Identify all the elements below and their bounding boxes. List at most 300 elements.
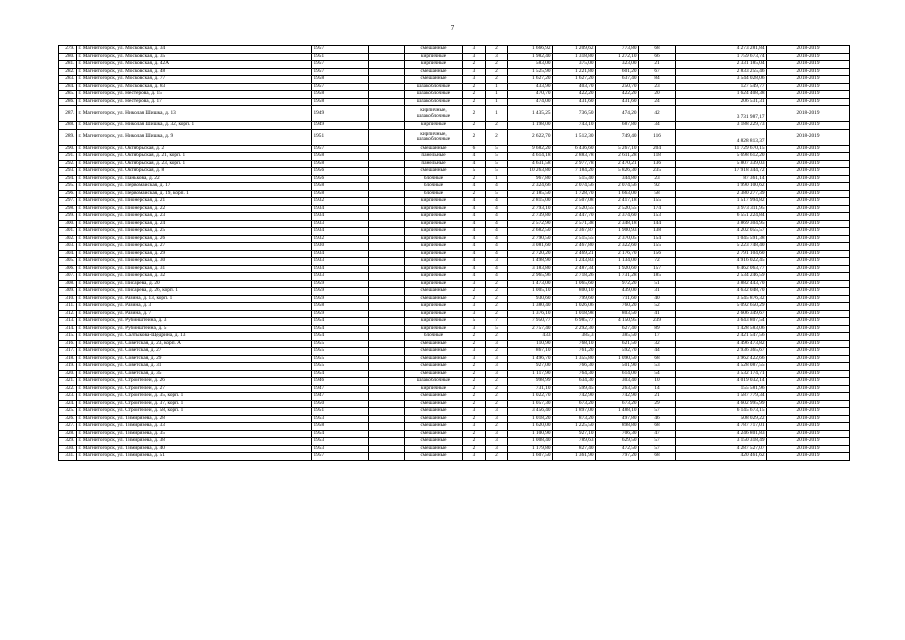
row-period: 2018-2019 (767, 175, 850, 183)
row-entrances: 2 (486, 295, 508, 303)
row-area-total: 3 456,40 (508, 408, 553, 416)
row-residents: 32 (639, 340, 676, 348)
row-area-total: 2 757,40 (508, 325, 553, 333)
row-number: 305. (59, 258, 77, 266)
row-residents: 174 (639, 205, 676, 213)
row-cost: 1 517 994,82 (676, 198, 767, 206)
row-area-living: 2 571,38 (553, 220, 596, 228)
row-period: 2018-2019 (767, 295, 850, 303)
row-number: 292. (59, 160, 77, 168)
row-entrances: 2 (486, 280, 508, 288)
row-address: г. Магнитогорск, ул. Советская, д. 23, корп. А (77, 340, 312, 348)
row-blank (369, 453, 405, 461)
row-floors: 2 (463, 98, 486, 106)
row-year: 1958 (312, 160, 369, 168)
row-cost: 1 624 408,38 (676, 91, 767, 99)
row-cost: 3 973 311,95 (676, 205, 767, 213)
row-address: г. Магнитогорск, ул. Нестерова, д. 15 (77, 91, 312, 99)
row-area-living: 764,30 (553, 370, 596, 378)
row-year: 1958 (312, 153, 369, 161)
row-material: кирпичные (405, 310, 463, 318)
row-area-other: 2 470,21 (596, 160, 639, 168)
row-residents: 68 (639, 355, 676, 363)
row-number: 300. (59, 220, 77, 228)
row-number: 296. (59, 190, 77, 198)
row-area-living: 827,40 (553, 445, 596, 453)
row-area-other: 2 520,55 (596, 205, 639, 213)
row-area-other: 303,40 (596, 378, 639, 386)
row-address: г. Магнитогорск, ул. Строителей, д. 58, корп. 1 (77, 408, 312, 416)
row-residents: 21 (639, 393, 676, 401)
row-cost: 2 421 547,56 (676, 333, 767, 341)
row-area-living: 2 467,80 (553, 243, 596, 251)
row-floors: 2 (463, 415, 486, 423)
row-blank (369, 415, 405, 423)
row-cost: 1 428 583,06 (676, 325, 767, 333)
row-material: смешанные (405, 415, 463, 423)
row-year: 1949 (312, 122, 369, 130)
row-entrances: 2 (486, 46, 508, 54)
table-row (59, 363, 850, 371)
row-address: г. Магнитогорск, ул. Тимирязева, д. 40 (77, 445, 312, 453)
row-period: 2018-2019 (767, 83, 850, 91)
row-address: г. Магнитогорск, ул. Октябрьская, д. 21, корп. 1 (77, 153, 312, 161)
row-address: г. Магнитогорск, ул. Писарева, д. 20 (77, 280, 312, 288)
row-floors: 2 (463, 288, 486, 296)
row-cost: 1 587 779,34 (676, 393, 767, 401)
row-entrances: 4 (486, 220, 508, 228)
row-area-other: 1 134,00 (596, 258, 639, 266)
row-cost: 4 202 055,57 (676, 228, 767, 236)
row-number: 324. (59, 400, 77, 408)
row-area-living: 599,45 (553, 385, 596, 393)
row-entrances: 5 (486, 168, 508, 176)
row-area-other: 614,00 (596, 370, 639, 378)
row-area-living: 1 209,62 (553, 46, 596, 54)
row-year: 1955 (312, 355, 369, 363)
row-area-living: 742,90 (553, 393, 596, 401)
row-material: кирпичные (405, 280, 463, 288)
table-row (59, 430, 850, 438)
row-area-living: 385,3 (553, 333, 596, 341)
row-area-other: 749,40 (596, 129, 639, 145)
row-address: г. Магнитогорск, ул. Пионерская, д. 26 (77, 235, 312, 243)
row-period: 2018-2019 (767, 415, 850, 423)
row-residents: 46 (639, 415, 676, 423)
row-year: 1953 (312, 438, 369, 446)
row-area-total: 474,00 (508, 98, 553, 106)
row-period: 2018-2019 (767, 76, 850, 84)
row-area-living: 431,60 (553, 98, 596, 106)
row-year: 1932 (312, 198, 369, 206)
row-blank (369, 250, 405, 258)
row-material: смешанные (405, 363, 463, 371)
row-address: г. Магнитогорск, ул. Пионерская, д. 31 (77, 265, 312, 273)
row-period: 2018-2019 (767, 183, 850, 191)
row-material: блочные (405, 333, 463, 341)
row-year: 1958 (312, 303, 369, 311)
row-blank (369, 340, 405, 348)
row-floors: 3 (463, 423, 486, 431)
row-cost: 6 145 673,15 (676, 408, 767, 416)
row-year: 1959 (312, 288, 369, 296)
row-cost: 2 936 365,67 (676, 348, 767, 356)
row-material: смешанные (405, 430, 463, 438)
row-blank (369, 190, 405, 198)
row-material: смешанные (405, 453, 463, 461)
row-year: 1958 (312, 76, 369, 84)
row-residents: 239 (639, 318, 676, 326)
row-period: 2018-2019 (767, 220, 850, 228)
row-floors: 3 (463, 408, 486, 416)
row-number: 322. (59, 385, 77, 393)
row-cost: 5 698 612,20 (676, 153, 767, 161)
row-material: смешанные (405, 355, 463, 363)
row-year: 1959 (312, 310, 369, 318)
table-row (59, 153, 850, 161)
row-floors: 4 (463, 183, 486, 191)
row-blank (369, 258, 405, 266)
row-floors: 4 (463, 213, 486, 221)
row-year: 1954 (312, 318, 369, 326)
row-area-other: 472,50 (596, 445, 639, 453)
row-blank (369, 393, 405, 401)
row-number: 312. (59, 310, 77, 318)
row-period: 2018-2019 (767, 303, 850, 311)
row-number: 320. (59, 370, 77, 378)
row-year: 1947 (312, 385, 369, 393)
row-area-total: 470,70 (508, 91, 553, 99)
row-period: 2018-2019 (767, 363, 850, 371)
table-row (59, 325, 850, 333)
row-material: кирпичные (405, 303, 463, 311)
row-area-total: 1 380,40 (508, 303, 553, 311)
row-address: г. Магнитогорск, ул. Пионерская, д. 22 (77, 205, 312, 213)
row-year: 1946 (312, 378, 369, 386)
row-area-living: 789,63 (553, 438, 596, 446)
row-residents: 40 (639, 295, 676, 303)
row-number: 328. (59, 430, 77, 438)
row-year: 1959 (312, 280, 369, 288)
row-period: 2018-2019 (767, 250, 850, 258)
row-address: г. Магнитогорск, ул. Московская, д. 42А (77, 61, 312, 69)
row-residents: 41 (639, 310, 676, 318)
row-year: 1951 (312, 53, 369, 61)
row-area-total: 3 081,60 (508, 243, 553, 251)
row-area-living: 2 447,70 (553, 213, 596, 221)
row-area-total: 2 572,90 (508, 220, 553, 228)
row-entrances: 5 (486, 325, 508, 333)
row-area-other: 2 176,70 (596, 250, 639, 258)
row-blank (369, 122, 405, 130)
row-number: 330. (59, 445, 77, 453)
row-residents: 66 (639, 53, 676, 61)
row-entrances: 2 (486, 76, 508, 84)
row-period: 2018-2019 (767, 198, 850, 206)
row-residents: 21 (639, 61, 676, 69)
table-row (59, 76, 850, 84)
row-floors: 2 (463, 122, 486, 130)
row-year: 1933 (312, 220, 369, 228)
row-material: шлакоблочные (405, 83, 463, 91)
row-area-total: 2 324,66 (508, 183, 553, 191)
row-material: кирпичные (405, 228, 463, 236)
row-area-other: 263,50 (596, 385, 639, 393)
row-number: 316. (59, 340, 77, 348)
row-address: г. Магнитогорск, ул. Октябрьская, д. 2 (77, 145, 312, 153)
row-area-other: 706,30 (596, 430, 639, 438)
row-area-other: 601,20 (596, 68, 639, 76)
row-area-other: 673,20 (596, 400, 639, 408)
row-address: г. Магнитогорск, ул. Строителей, д. 35, корп. 1 (77, 393, 312, 401)
row-blank (369, 408, 405, 416)
row-cost: 155 581,96 (676, 385, 767, 393)
row-floors: 4 (463, 160, 486, 168)
row-blank (369, 168, 405, 176)
row-period: 2018-2019 (767, 400, 850, 408)
row-area-total: 1 620,00 (508, 423, 553, 431)
row-number: 318. (59, 355, 77, 363)
row-material: смешанные (405, 348, 463, 356)
row-blank (369, 310, 405, 318)
row-area-other: 687,80 (596, 122, 639, 130)
row-floors: 4 (463, 250, 486, 258)
row-number: 297. (59, 198, 77, 206)
row-address: г. Магнитогорск, ул. Писарева, д. 26, корп. 1 (77, 288, 312, 296)
row-area-total: 1 376,10 (508, 310, 553, 318)
row-material: кирпичные, шлакоблочные (405, 129, 463, 145)
row-floors: 5 (463, 318, 486, 326)
row-number: 299. (59, 213, 77, 221)
row-number: 286. (59, 98, 77, 106)
row-cost: 1 045 591,38 (676, 235, 767, 243)
row-year: 1954 (312, 370, 369, 378)
row-number: 313. (59, 318, 77, 326)
row-area-total: 583,00 (508, 61, 553, 69)
table-row (59, 288, 850, 296)
row-cost: 3 544 028,06 (676, 76, 767, 84)
table-row (59, 168, 850, 176)
row-number: 329. (59, 438, 77, 446)
row-entrances: 2 (486, 61, 508, 69)
row-year: 1950 (312, 400, 369, 408)
row-number: 304. (59, 250, 77, 258)
row-floors: 2 (463, 385, 486, 393)
row-residents: 42 (639, 106, 676, 122)
row-residents: 34 (639, 122, 676, 130)
table-row (59, 400, 850, 408)
row-entrances: 3 (486, 340, 508, 348)
row-floors: 4 (463, 205, 486, 213)
row-entrances: 4 (486, 205, 508, 213)
row-year: 1955 (312, 340, 369, 348)
row-residents: 185 (639, 273, 676, 281)
row-area-total: 4 631,58 (508, 160, 553, 168)
row-entrances: 2 (486, 68, 508, 76)
row-entrances: 2 (486, 423, 508, 431)
row-address: г. Магнитогорск, ул. Нестерова, д. 17 (77, 98, 312, 106)
row-period: 2018-2019 (767, 385, 850, 393)
row-period: 2018-2019 (767, 235, 850, 243)
table-row (59, 53, 850, 61)
row-year: 1934 (312, 228, 369, 236)
row-area-living: 799,60 (553, 295, 596, 303)
row-floors: 2 (463, 400, 486, 408)
row-number: 285. (59, 91, 77, 99)
row-blank (369, 235, 405, 243)
row-blank (369, 83, 405, 91)
row-area-living: 403,70 (553, 83, 596, 91)
row-number: 294. (59, 175, 77, 183)
row-cost: 2 534 246,59 (676, 273, 767, 281)
row-material: панельные (405, 160, 463, 168)
row-material: смешанные (405, 295, 463, 303)
row-entrances: 4 (486, 228, 508, 236)
row-area-total: 2 815,00 (508, 198, 553, 206)
row-blank (369, 61, 405, 69)
row-year: 1934 (312, 265, 369, 273)
row-address: г. Магнитогорск, ул. Тимирязева, д. 38 (77, 438, 312, 446)
row-floors: 3 (463, 53, 486, 61)
row-entrances: 2 (486, 400, 508, 408)
row-cost: 11 729 670,15 (676, 145, 767, 153)
table-row (59, 303, 850, 311)
row-area-total: 7 950,77 (508, 318, 553, 326)
row-area-other: 2 322,60 (596, 243, 639, 251)
row-area-other: 1 488,10 (596, 408, 639, 416)
row-floors: 2 (463, 438, 486, 446)
row-period: 2018-2019 (767, 122, 850, 130)
table-row (59, 129, 850, 145)
row-entrances: 3 (486, 430, 508, 438)
table-row (59, 393, 850, 401)
row-address: г. Магнитогорск, ул. Тимирязева, д. 33 (77, 423, 312, 431)
table-row (59, 280, 850, 288)
row-residents: 24 (639, 98, 676, 106)
row-year: 1959 (312, 295, 369, 303)
row-blank (369, 106, 405, 122)
row-entrances: 2 (486, 385, 508, 393)
row-area-living: 761,20 (553, 348, 596, 356)
row-number: 280. (59, 53, 77, 61)
row-year: 1934 (312, 205, 369, 213)
row-area-other: 711,60 (596, 295, 639, 303)
row-floors: 2 (463, 393, 486, 401)
row-entrances: 4 (486, 235, 508, 243)
row-period: 2018-2019 (767, 280, 850, 288)
row-area-living: 1 065,60 (553, 280, 596, 288)
row-year: 1934 (312, 213, 369, 221)
table-row (59, 340, 850, 348)
row-area-living: 1 728,70 (553, 190, 596, 198)
row-address: г. Магнитогорск, ул. Пионерская, д. 25 (77, 228, 312, 236)
row-blank (369, 423, 405, 431)
row-entrances: 5 (486, 160, 508, 168)
row-cost: 4 828 813,37 (676, 129, 767, 145)
row-material: смешанные (405, 408, 463, 416)
row-cost: 17 918 344,72 (676, 168, 767, 176)
row-floors: 2 (463, 333, 486, 341)
row-year: 1958 (312, 190, 369, 198)
row-material: смешанные (405, 370, 463, 378)
row-material: кирпичные (405, 235, 463, 243)
row-area-other: 797,20 (596, 453, 639, 461)
row-number: 284. (59, 83, 77, 91)
table-row (59, 46, 850, 54)
row-residents: 47 (639, 430, 676, 438)
table-row (59, 243, 850, 251)
row-material: смешанные (405, 438, 463, 446)
row-blank (369, 198, 405, 206)
row-address: г. Магнитогорск, ул. Разина, д. 3 (77, 303, 312, 311)
table-row (59, 205, 850, 213)
row-blank (369, 98, 405, 106)
row-year: 1957 (312, 68, 369, 76)
row-floors: 2 (463, 340, 486, 348)
row-floors: 3 (463, 325, 486, 333)
row-address: г. Магнитогорск, ул. Строителей, д. 27 (77, 385, 312, 393)
row-material: кирпичные (405, 243, 463, 251)
row-period: 2018-2019 (767, 243, 850, 251)
row-area-other: 1 090,50 (596, 355, 639, 363)
table-row (59, 190, 850, 198)
row-area-other: 4 150,95 (596, 318, 639, 326)
table-row (59, 258, 850, 266)
row-number: 319. (59, 363, 77, 371)
row-year: 1947 (312, 393, 369, 401)
row-residents: 51 (639, 280, 676, 288)
row-entrances: 3 (486, 370, 508, 378)
row-area-total: 1 496,70 (508, 355, 553, 363)
row-area-living: 768,10 (553, 340, 596, 348)
table-row (59, 415, 850, 423)
row-floors: 4 (463, 258, 486, 266)
row-number: 301. (59, 228, 77, 236)
row-area-total: 1 607,50 (508, 453, 553, 461)
row-material: панельные (405, 153, 463, 161)
row-area-living: 634,30 (553, 378, 596, 386)
row-area-other: 760,20 (596, 303, 639, 311)
row-residents: 92 (639, 183, 676, 191)
row-area-total: 927,00 (508, 363, 553, 371)
table-row (59, 370, 850, 378)
row-address: г. Магнитогорск, ул. Рубинштейна, д. 3 (77, 318, 312, 326)
row-residents: 23 (639, 175, 676, 183)
row-entrances: 1 (486, 91, 508, 99)
row-number: 306. (59, 265, 77, 273)
row-blank (369, 370, 405, 378)
row-year: 1955 (312, 363, 369, 371)
row-area-other: 431,60 (596, 98, 639, 106)
row-period: 2018-2019 (767, 46, 850, 54)
row-blank (369, 280, 405, 288)
table-row (59, 310, 850, 318)
row-period: 2018-2019 (767, 129, 850, 145)
row-floors: 2 (463, 83, 486, 91)
row-area-total: 967,80 (508, 175, 553, 183)
row-address: г. Магнитогорск, ул. Разина, д. 13, корп. 1 (77, 295, 312, 303)
row-area-other: 439,00 (596, 288, 639, 296)
row-residents: 23 (639, 83, 676, 91)
row-period: 2018-2019 (767, 318, 850, 326)
row-material: кирпичные (405, 250, 463, 258)
row-cost: 4 246 801,83 (676, 430, 767, 438)
row-area-total: 1 005,10 (508, 288, 553, 296)
row-area-total: 433,90 (508, 83, 553, 91)
row-area-living: 766,30 (553, 363, 596, 371)
housing-register-table (58, 45, 850, 461)
row-number: 317. (59, 348, 77, 356)
